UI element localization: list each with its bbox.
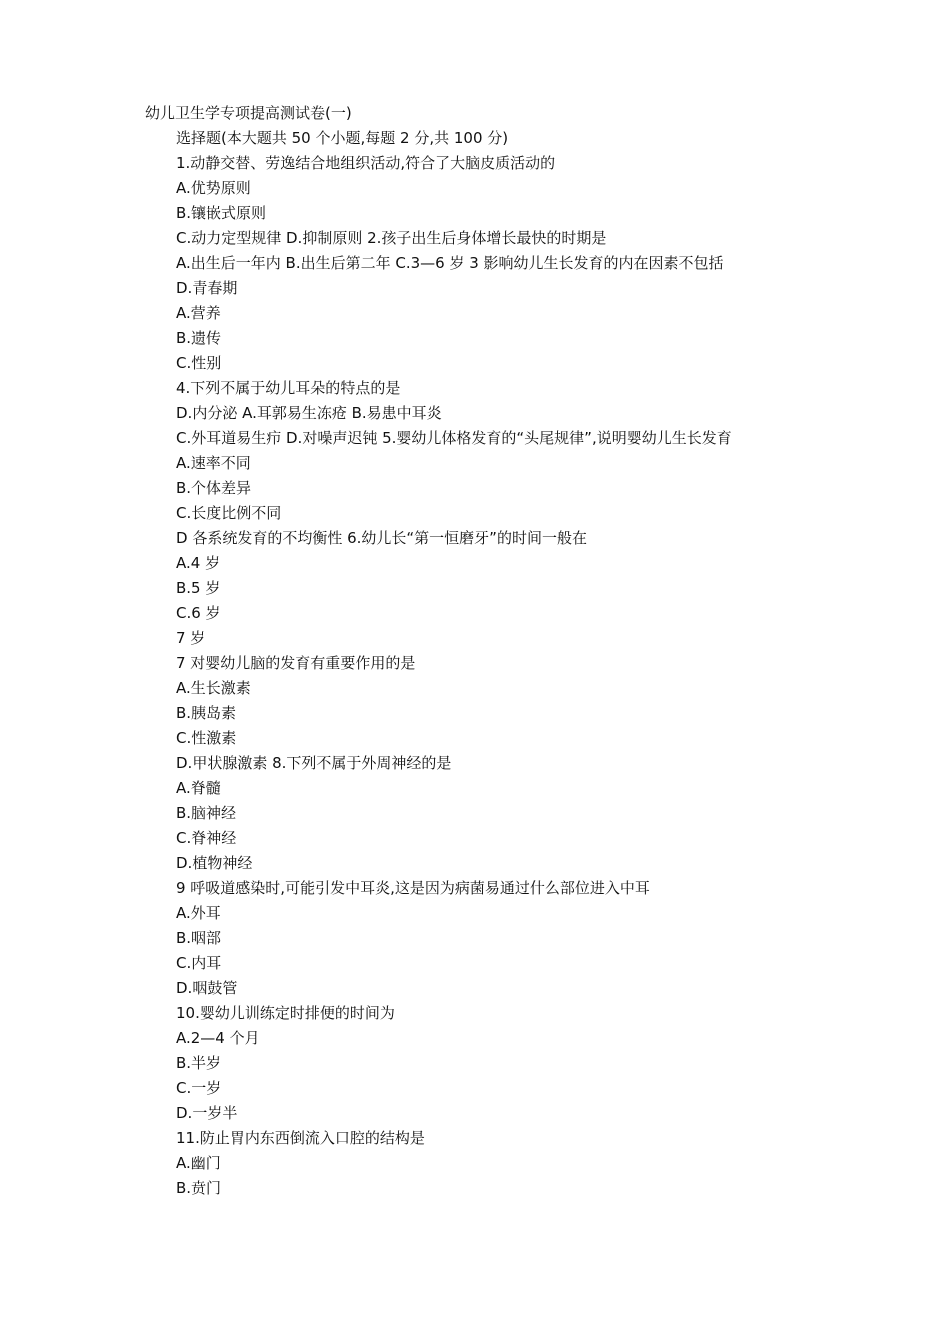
text-line: C.性别 (176, 354, 222, 372)
text-line: 11.防止胃内东西倒流入口腔的结构是 (176, 1129, 425, 1147)
text-line: A.脊髓 (176, 779, 221, 797)
text-line: 选择题(本大题共 50 个小题,每题 2 分,共 100 分) (176, 129, 509, 147)
text-line: 1.动静交替、劳逸结合地组织活动,符合了大脑皮质活动的 (176, 154, 556, 172)
text-line: C.一岁 (176, 1079, 222, 1097)
text-line: C.动力定型规律 D.抑制原则 2.孩子出生后身体增长最快的时期是 (176, 229, 607, 247)
text-line: C.脊神经 (176, 829, 237, 847)
text-line: A.速率不同 (176, 454, 251, 472)
text-line: 4.下列不属于幼儿耳朵的特点的是 (176, 379, 401, 397)
text-line: C.内耳 (176, 954, 222, 972)
text-line: C.性激素 (176, 729, 237, 747)
text-line: B.个体差异 (176, 479, 252, 497)
text-line: C.外耳道易生疖 D.对噪声迟钝 5.婴幼儿体格发育的“头尾规律”,说明婴幼儿生长发育 (176, 429, 732, 447)
text-line: B.脑神经 (176, 804, 237, 822)
text-line: C.长度比例不同 (176, 504, 282, 522)
text-line: B.半岁 (176, 1054, 222, 1072)
text-line: A.生长激素 (176, 679, 251, 697)
text-line: 7 对婴幼儿脑的发育有重要作用的是 (176, 654, 416, 672)
text-line: A.营养 (176, 304, 221, 322)
text-line: A.优势原则 (176, 179, 251, 197)
text-line: B.胰岛素 (176, 704, 237, 722)
text-line: D.植物神经 (176, 854, 253, 872)
question-list (176, 126, 732, 1201)
text-line: 9 呼吸道感染时,可能引发中耳炎,这是因为病菌易通过什么部位进入中耳 (176, 879, 650, 897)
text-line: 7 岁 (176, 629, 206, 647)
text-line: C.6 岁 (176, 604, 221, 622)
text-line: D.青春期 (176, 279, 238, 297)
text-line: D 各系统发育的不均衡性 6.幼儿长“第一恒磨牙”的时间一般在 (176, 529, 587, 547)
text-line: B.镶嵌式原则 (176, 204, 267, 222)
text-line: B.遗传 (176, 329, 222, 347)
text-line: 10.婴幼儿训练定时排便的时间为 (176, 1004, 395, 1022)
text-line: D.咽鼓管 (176, 979, 238, 997)
text-line: A.出生后一年内 B.出生后第二年 C.3—6 岁 3 影响幼儿生长发育的内在因素不包括 (176, 254, 724, 272)
text-line: A.2—4 个月 (176, 1029, 260, 1047)
text-line: B.咽部 (176, 929, 222, 947)
text-line: A.4 岁 (176, 554, 221, 572)
text-line: B.贲门 (176, 1179, 222, 1197)
text-line: D.一岁半 (176, 1104, 238, 1122)
text-line: D.内分泌 A.耳郭易生冻疮 B.易患中耳炎 (176, 404, 442, 422)
document-title: 幼儿卫生学专项提高测试卷(一) (145, 104, 352, 122)
text-line: D.甲状腺激素 8.下列不属于外周神经的是 (176, 754, 452, 772)
text-line: A.幽门 (176, 1154, 221, 1172)
text-line: A.外耳 (176, 904, 221, 922)
text-line: B.5 岁 (176, 579, 221, 597)
